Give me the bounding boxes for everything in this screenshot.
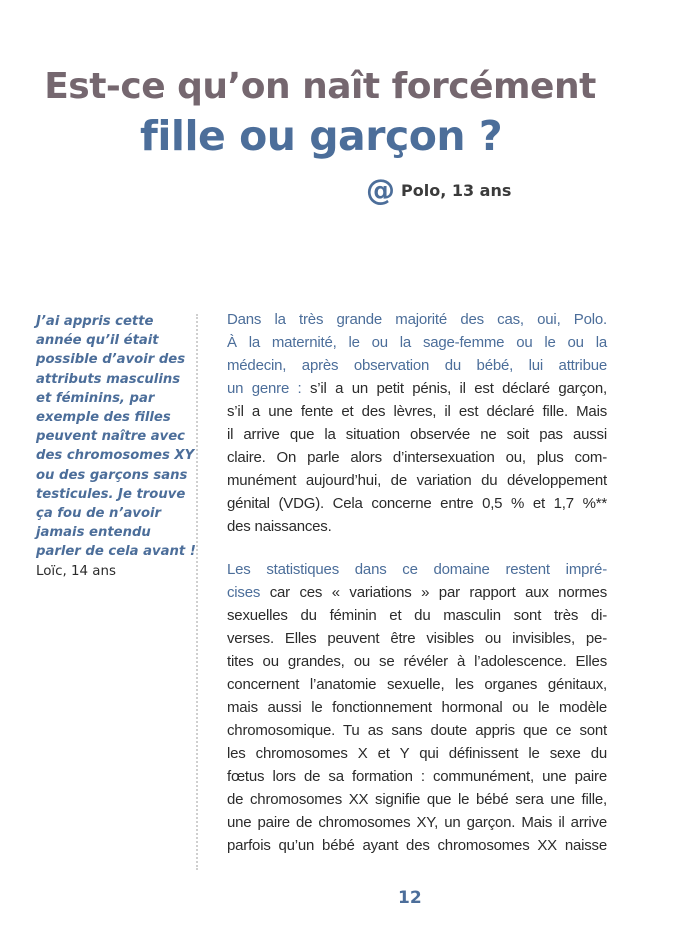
testimonial-quote: [36, 312, 194, 562]
paragraph-2: [227, 558, 607, 857]
quote-line: testicules. Je trouve: [36, 486, 186, 502]
highlight-text: Dans la très grande majorité des cas, oui, Polo.: [227, 311, 607, 328]
text-line: sexuelles du féminin et du masculin sont très di-: [227, 607, 607, 624]
page-title-line-2: fille ou garçon ?: [140, 112, 503, 160]
text-line: fœtus lors de sa formation : communément, une paire: [227, 768, 607, 785]
text-line: génital (VDG). Cela concerne entre 0,5 % et 1,7 %**: [227, 495, 607, 512]
text-line: verses. Elles peuvent être visibles ou invisibles, pe-: [227, 630, 607, 647]
text-line: [227, 308, 607, 331]
text-line: de chromosomes XX signifie que le bébé sera une fille,: [227, 791, 607, 808]
text-line: il arrive que la situation observée ne soit pas aussi: [227, 426, 607, 443]
at-icon: @: [366, 173, 395, 207]
paragraph-1: [227, 308, 607, 538]
text-line: tites ou grandes, ou se révéler à l’adolescence. Elles: [227, 653, 607, 670]
text-line: [227, 331, 607, 354]
column-divider: [196, 314, 198, 870]
quote-line: peuvent naître avec: [36, 429, 186, 445]
highlight-text: À la maternité, le ou la sage-femme ou le ou la: [227, 334, 607, 351]
text-line: mais aussi le fonctionnement hormonal ou le modèle: [227, 699, 607, 716]
text-line: [227, 354, 607, 377]
text-line: munément aujourd’hui, de variation du développement: [227, 472, 607, 489]
question-author: [366, 175, 511, 205]
body-text: car ces « variations » par rapport aux normes: [260, 584, 607, 601]
page-title-line-1: Est-ce qu’on naît forcément: [44, 66, 596, 107]
text-line: [227, 558, 607, 581]
sidebar-testimonial: [36, 312, 194, 581]
quote-line: année qu’il était: [36, 333, 159, 349]
quote-line: jamais entendu: [36, 525, 151, 541]
text-line: chromosomique. Tu as sans doute appris que ce sont: [227, 722, 607, 739]
quote-line: attributs masculins: [36, 371, 181, 387]
text-line: parfois qu’un bébé ayant des chromosomes XX naisse: [227, 837, 607, 854]
body-text: s’il a un petit pénis, il est déclaré garçon,: [301, 380, 607, 397]
quote-line: exemple des filles: [36, 410, 171, 426]
highlight-text: un genre :: [227, 380, 302, 397]
text-line: claire. On parle alors d’intersexuation ou, plus com-: [227, 449, 607, 466]
highlight-text: Les statistiques dans ce domaine restent impré-: [227, 561, 607, 578]
text-line: les chromosomes X et Y qui définissent le sexe du: [227, 745, 607, 762]
page-number: 12: [398, 888, 422, 908]
quote-line: parler de cela avant !: [36, 544, 196, 560]
text-line: s’il a une fente et des lèvres, il est déclaré fille. Mais: [227, 403, 607, 420]
main-text: [227, 308, 607, 857]
text-line: concernent l’anatomie sexuelle, les organes génitaux,: [227, 676, 607, 693]
quote-line: et féminins, par: [36, 390, 155, 406]
quote-line: possible d’avoir des: [36, 352, 186, 368]
quote-line: des chromosomes XY: [36, 448, 195, 464]
quote-line: J’ai appris cette: [36, 314, 154, 329]
quote-line: ça fou de n’avoir: [36, 506, 162, 522]
quote-line: ou des garçons sans: [36, 467, 188, 483]
text-line: [227, 581, 607, 604]
testimonial-author: Loïc, 14 ans: [36, 563, 116, 579]
text-line: [227, 377, 607, 400]
highlight-text: cises: [227, 584, 261, 601]
highlight-text: médecin, après observation du bébé, lui attribue: [227, 357, 607, 374]
text-line: une paire de chromosomes XY, un garçon. Mais il arrive: [227, 814, 607, 831]
author-name: Polo, 13 ans: [401, 180, 512, 200]
text-line: des naissances.: [227, 518, 332, 535]
